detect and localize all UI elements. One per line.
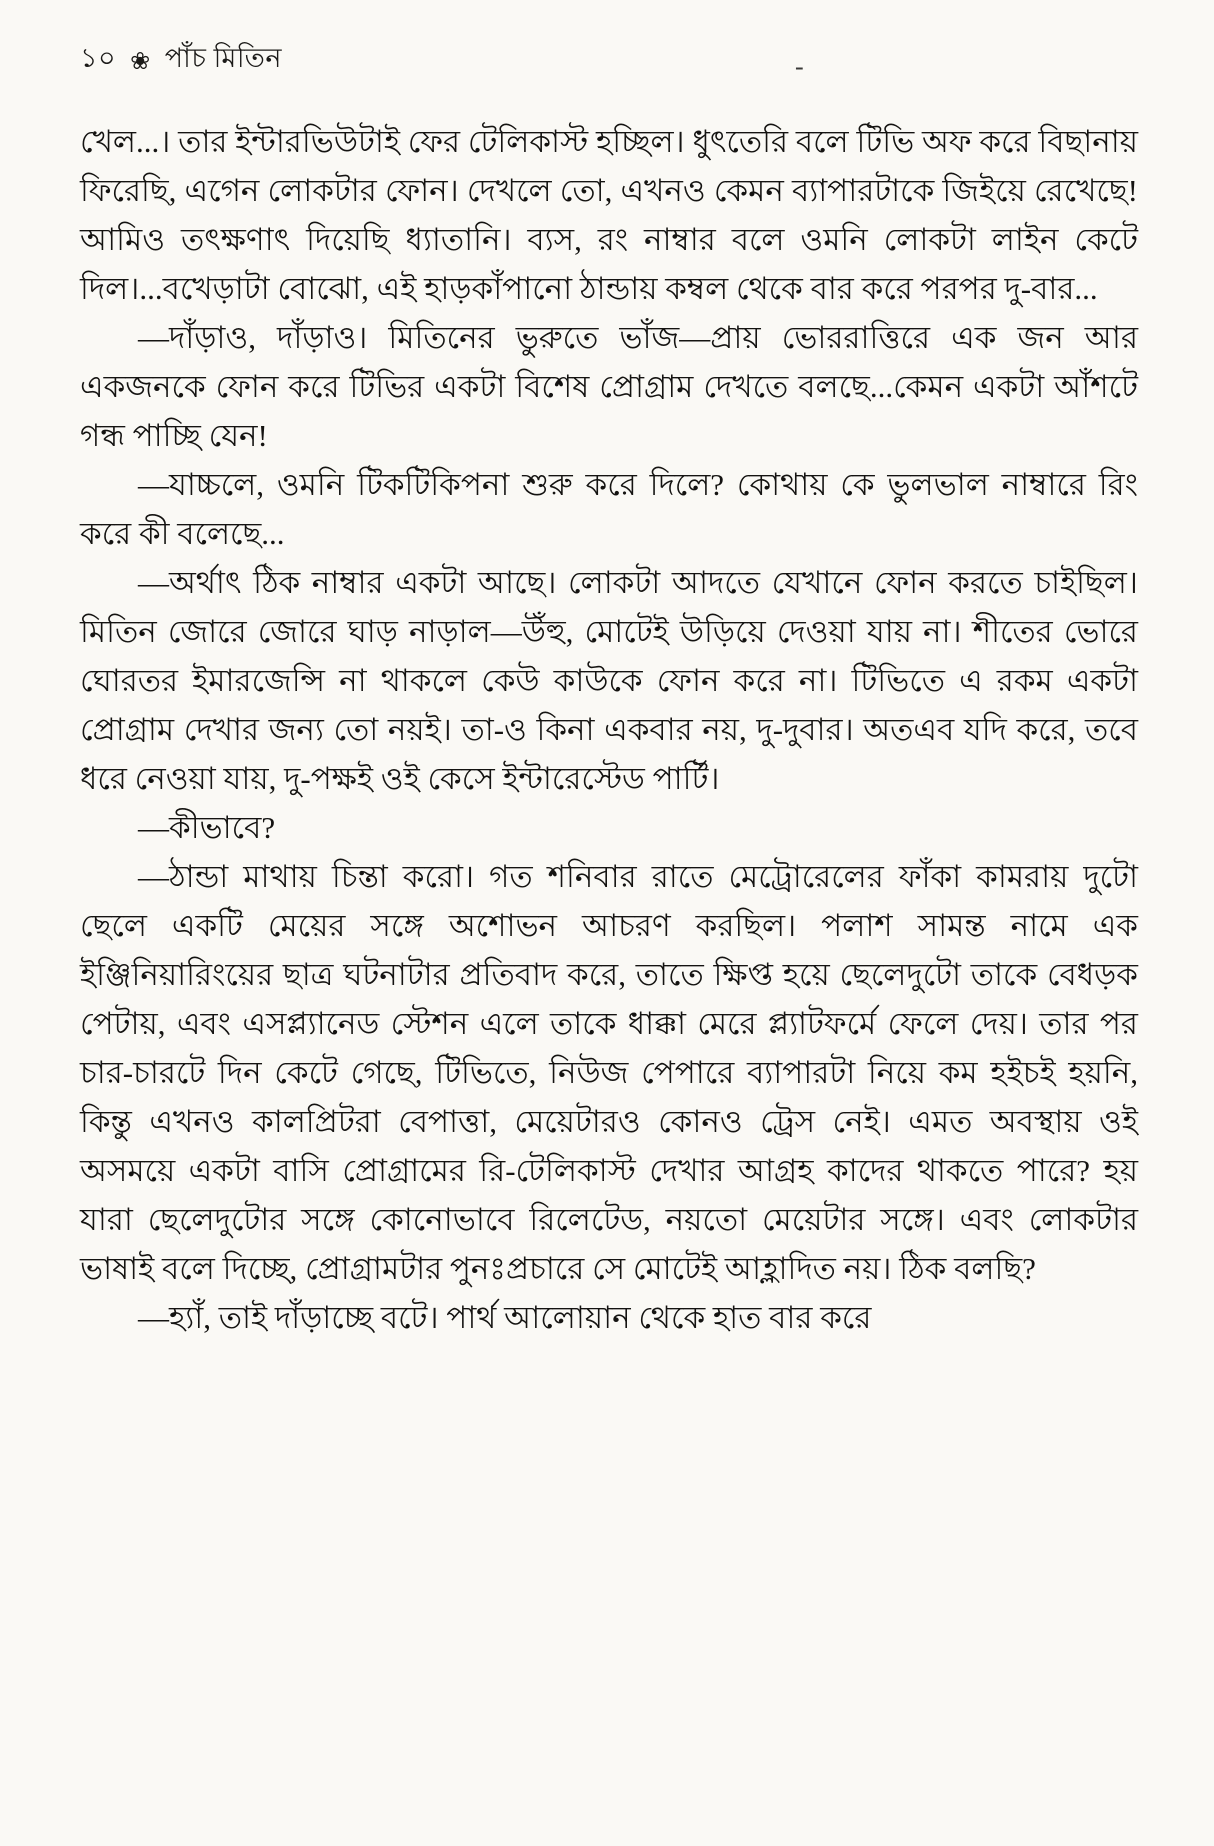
paragraph: খেল...। তার ইন্টারভিউটাই ফের টেলিকাস্ট হচ্ছিল। ধুৎতেরি বলে টিভি অফ করে বিছানায় ফিরেছি, এগেন লোকটার ফোন। দেখলে তো, এখনও কেমন ব্যাপারটাকে জিইয়ে রেখেছে! আমিও তৎক্ষণাৎ দিয়েছি ধ্যাতানি। ব্যস, রং নাম্বার বলে ওমনি লোকটা লাইন কেটে দিল।...বখেড়াটা বোঝো, এই হাড়কাঁপানো ঠান্ডায় কম্বল থেকে বার করে পরপর দু-বার... <box>80 124 1138 306</box>
paragraph: —ঠান্ডা মাথায় চিন্তা করো। গত শনিবার রাতে মেট্রোরেলের ফাঁকা কামরায় দুটো ছেলে একটি মেয়ের সঙ্গে অশোভন আচরণ করছিল। পলাশ সামন্ত নামে এক ইঞ্জিনিয়ারিংয়ের ছাত্র ঘটনাটার প্রতিবাদ করে, তাতে ক্ষিপ্ত হয়ে ছেলেদুটো তাকে বেধড়ক পেটায়, এবং এসপ্ল্যানেড স্টেশন এলে তাকে ধাক্কা মেরে প্ল্যাটফর্মে ফেলে দেয়। তার পর চার-চারটে দিন কেটে গেছে, টিভিতে, নিউজ পেপারে ব্যাপারটা নিয়ে কম হইচই হয়নি, কিন্তু এখনও কালপ্রিটরা বেপাত্তা, মেয়েটারও কোনও ট্রেস নেই। এমত অবস্থায় ওই অসময়ে একটা বাসি প্রোগ্রামের রি-টেলিকাস্ট দেখার আগ্রহ কাদের থাকতে পারে? হয় যারা ছেলেদুটোর সঙ্গে কোনোভাবে রিলেটেড, নয়তো মেয়েটার সঙ্গে। এবং লোকটার ভাষাই বলে দিচ্ছে, প্রোগ্রামটার পুনঃপ্রচারে সে মোটেই আহ্লাদিত নয়। ঠিক বলছি? <box>80 859 1138 1286</box>
running-title: পাঁচ মিতিন <box>164 43 282 73</box>
paragraph: —যাচ্চলে, ওমনি টিকটিকিপনা শুরু করে দিলে? কোথায় কে ভুলভাল নাম্বারে রিং করে কী বলেছে... <box>80 467 1138 551</box>
page-body <box>80 117 1138 1342</box>
page-header <box>80 38 1138 83</box>
paragraph: —দাঁড়াও, দাঁড়াও। মিতিনের ভুরুতে ভাঁজ—প্রায় ভোররাত্তিরে এক জন আর একজনকে ফোন করে টিভির একটা বিশেষ প্রোগ্রাম দেখতে বলছে...কেমন একটা আঁশটে গন্ধ পাচ্ছি যেন! <box>80 320 1138 453</box>
scan-artifact-mark: - <box>795 52 804 81</box>
paragraph: —হ্যাঁ, তাই দাঁড়াচ্ছে বটে। পার্থ আলোয়ান থেকে হাত বার করে <box>138 1300 872 1335</box>
flower-ornament-icon: ❀ <box>130 49 151 75</box>
paragraph: —অর্থাৎ ঠিক নাম্বার একটা আছে। লোকটা আদতে যেখানে ফোন করতে চাইছিল। মিতিন জোরে জোরে ঘাড় নাড়াল—উঁহু, মোটেই উড়িয়ে দেওয়া যায় না। শীতের ভোরে ঘোরতর ইমারজেন্সি না থাকলে কেউ কাউকে ফোন করে না। টিভিতে এ রকম একটা প্রোগ্রাম দেখার জন্য তো নয়ই। তা-ও কিনা একবার নয়, দু-দুবার। অতএব যদি করে, তবে ধরে নেওয়া যায়, দু-পক্ষই ওই কেসে ইন্টারেস্টেড পার্টি। <box>80 565 1138 796</box>
paragraph: —কীভাবে? <box>138 810 276 845</box>
page-number: ১০ <box>80 43 117 73</box>
